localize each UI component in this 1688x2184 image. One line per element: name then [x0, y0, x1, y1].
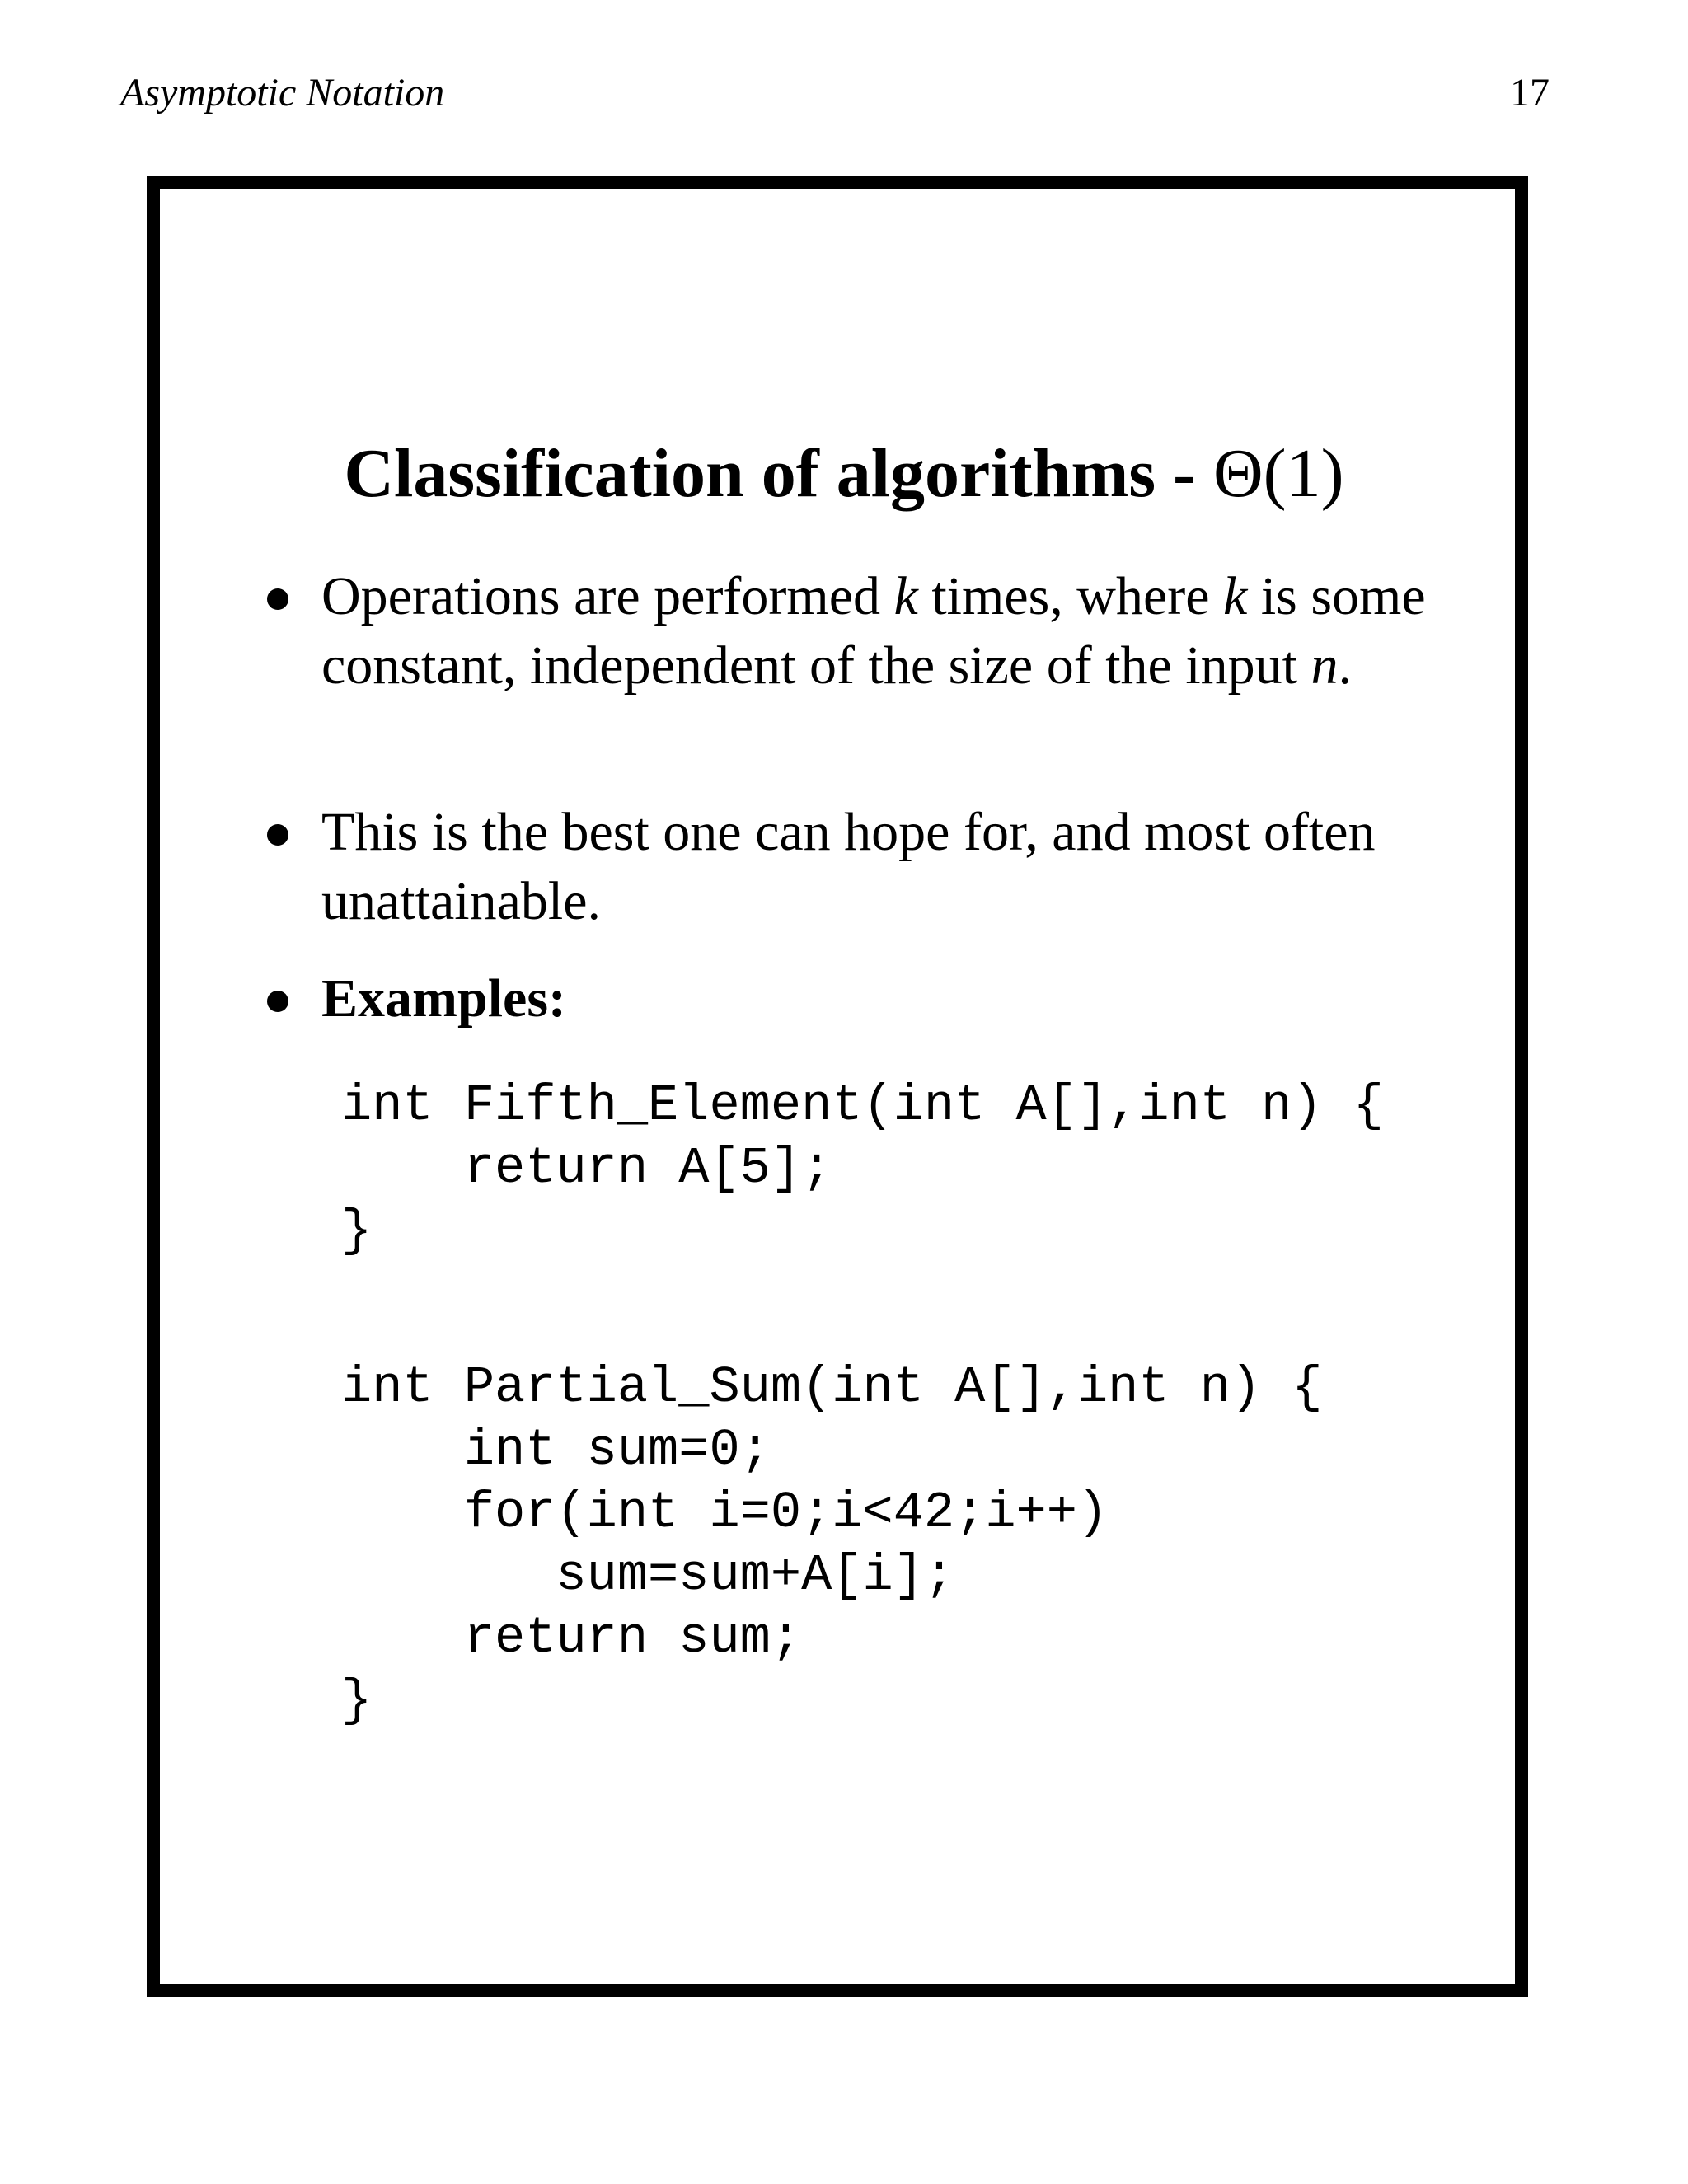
slide-title-text: Classification of algorithms - — [344, 435, 1213, 512]
bullet-item-operations — [321, 562, 1459, 701]
code-block-fifth-element: int Fifth_Element(int A[],int n) { return A[5]; } — [341, 1076, 1385, 1260]
running-header-title: Asymptotic Notation — [120, 71, 445, 115]
bullet-item-best-case: This is the best one can hope for, and most often unattainable. — [321, 802, 1376, 931]
slide-title-math: Θ(1) — [1212, 435, 1344, 512]
code-block-partial-sum: int Partial_Sum(int A[],int n) { int sum=0; for(int i=0;i<42;i++) sum=sum+A[i]; return sum; } — [341, 1358, 1323, 1730]
bullet1-text: is some constant, independent of the size of the input — [321, 566, 1426, 696]
math-var-n: n — [1311, 635, 1339, 696]
bullet1-text: times, where — [917, 566, 1224, 626]
math-var-k: k — [893, 566, 918, 626]
slide-title — [0, 429, 1688, 519]
bullet1-text: . — [1338, 635, 1353, 696]
math-var-k: k — [1223, 566, 1248, 626]
bullet-dot-icon — [267, 588, 288, 610]
bullet-dot-icon — [267, 991, 288, 1012]
bullet-item-examples: Examples: — [321, 968, 566, 1029]
bullet1-text: Operations are performed — [321, 566, 894, 626]
page-number: 17 — [1510, 71, 1550, 115]
bullet-dot-icon — [267, 824, 288, 846]
